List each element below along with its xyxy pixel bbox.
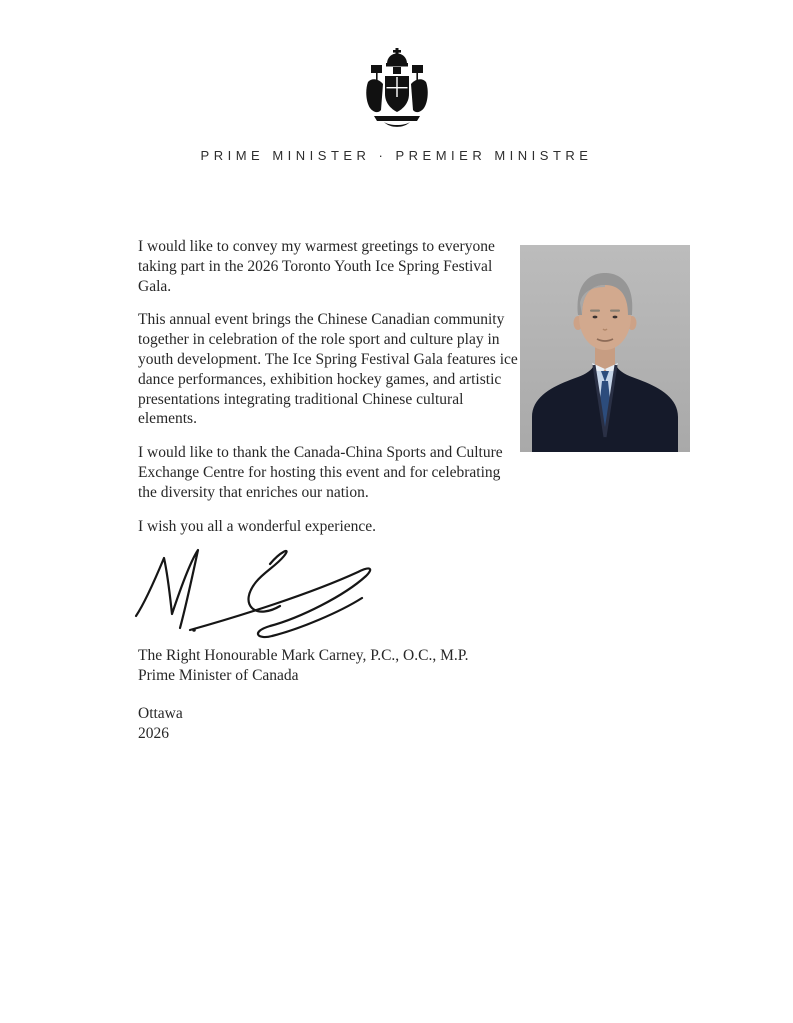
letter-body (138, 237, 518, 550)
canada-coat-of-arms-icon (364, 48, 430, 128)
signatory-title: Prime Minister of Canada (138, 667, 299, 684)
portrait-photo (520, 245, 690, 452)
year: 2026 (138, 724, 169, 742)
paragraph-greeting: I would like to convey my warmest greetings to everyone taking part in the 2026 Toronto Youth Ice Spring Festival Gala. (138, 238, 495, 295)
signature-image (130, 542, 385, 640)
paragraph-thanks: I would like to thank the Canada-China Sports and Culture Exchange Centre for hosting this event and for celebrating the diversity that enriches our nation. (138, 444, 503, 501)
paragraph-wish: I wish you all a wonderful experience. (138, 517, 377, 535)
paragraph-event-description: This annual event brings the Chinese Canadian community together in celebration of the role sport and culture play in youth development. The Ice Spring Festival Gala features ice dance performances, exhibition hockey games, and artistic presentations integrating traditional Chinese cultural elements. (138, 311, 518, 428)
closing-block (138, 646, 469, 686)
letterhead-title: PRIME MINISTER · PREMIER MINISTRE (200, 148, 593, 163)
place-date-block (138, 704, 183, 743)
signatory-name: The Right Honourable Mark Carney, P.C., O.C., M.P. (138, 647, 469, 664)
city: Ottawa (138, 705, 183, 722)
letterhead (0, 48, 793, 163)
